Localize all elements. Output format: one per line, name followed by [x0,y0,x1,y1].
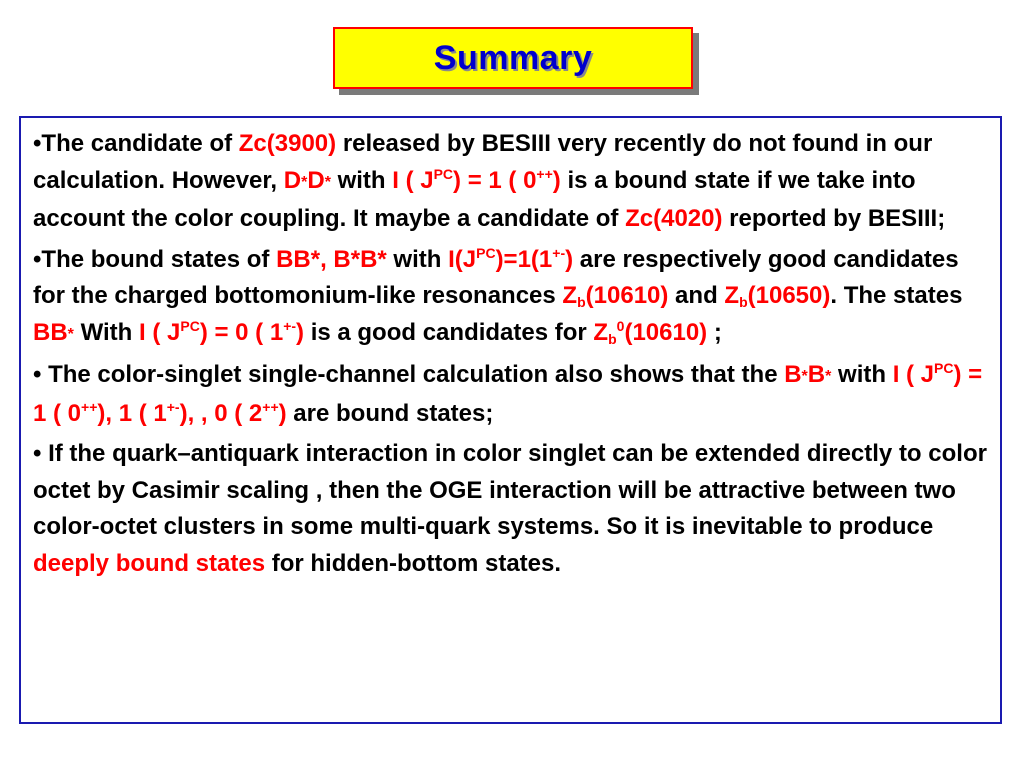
highlight-text: * [825,368,832,385]
bullet-item [33,436,990,582]
body-text: With [73,318,140,346]
highlight-text: ) [296,318,305,346]
body-text: ; [707,318,722,346]
body-text: are bound states; [286,399,494,427]
highlight-text: I ( J [892,361,935,388]
highlight-text: deeply bound states [33,549,266,577]
highlight-text: +- [166,398,180,415]
highlight-text: ), 1 ( 1 [97,399,167,427]
highlight-text: )=1(1 [495,245,553,273]
highlight-text: (10610) [624,318,708,346]
highlight-text: ), , 0 ( 2 [179,399,263,427]
highlight-text: PC [934,360,954,376]
highlight-text: b [608,330,617,347]
body-text: and [668,282,725,309]
highlight-text: BB [33,318,68,346]
highlight-text: BB*, B*B* [276,245,387,273]
highlight-text: +- [283,317,297,334]
highlight-text: * [324,173,331,191]
body-text: with [831,361,893,388]
bullet-marker: • [33,245,42,273]
bullet-marker: • [33,440,49,467]
highlight-text: I(J [448,245,477,273]
highlight-text: ) = 1 ( 0 [33,361,983,427]
highlight-text: B [784,361,802,388]
highlight-text: B [807,361,826,388]
highlight-text: ) = 1 ( 0 [453,166,537,194]
bullet-item [33,357,990,432]
highlight-text: Z [593,318,609,346]
body-text: The bound states of [41,245,277,273]
body-text: If the quark–antiquark interaction in color singlet can be extended directly to color octet by Casimir scaling , then the OGE interaction will be attractive between two color-octet clusters in some multi-quark systems. So it is inevitable to produce [33,440,987,540]
highlight-text: I ( J [392,166,434,194]
bullet-marker: • [33,361,49,388]
content-box [19,116,1002,724]
body-text: The candidate of [41,130,239,157]
highlight-text: ++ [81,398,98,415]
body-text: released by BESIII very recently do not found in our calculation. However, [33,130,933,194]
slide-title: Summary [433,38,593,77]
bullet-item [33,242,990,354]
highlight-text: b [577,294,586,310]
highlight-text: Zc(4020) [625,205,723,232]
body-text: with [330,166,393,194]
body-text: with [386,245,449,273]
body-text: . The states [830,282,963,309]
highlight-text: ) [278,399,287,427]
highlight-text: D [307,166,325,194]
body-text: are respectively good candidates for the charged bottomonium-like resonances [33,245,959,309]
highlight-text: D [283,166,302,194]
body-text: is a bound state if we take into account the color coupling. It maybe a candidate of [33,166,916,232]
highlight-text: (10650) [747,282,831,309]
highlight-text: ) [552,166,561,194]
highlight-text: PC [180,317,200,334]
highlight-text: Zc(3900) [238,130,337,157]
body-text: reported by BESIII; [722,205,946,232]
body-text: is a good candidates for [304,318,594,346]
body-text: for hidden-bottom states. [265,549,562,577]
highlight-text: ) = 0 ( 1 [199,318,284,346]
highlight-text: I ( J [139,318,181,346]
highlight-text: ++ [262,398,279,415]
highlight-text: ) [565,245,574,273]
highlight-text: PC [476,244,496,261]
highlight-text: Z [562,282,578,309]
highlight-text: ++ [536,165,553,182]
title-box [333,27,693,89]
highlight-text: * [301,173,308,191]
bullet-item [33,126,990,238]
highlight-text: (10610) [585,282,669,309]
bullet-marker: • [33,130,42,157]
highlight-text: b [739,294,748,310]
body-text: The color-singlet single-channel calculation also shows that the [48,361,785,388]
highlight-text: Z [724,282,740,309]
highlight-text: * [801,368,808,385]
highlight-text: * [67,325,74,343]
highlight-text: 0 [616,317,625,334]
highlight-text: +- [552,244,566,261]
highlight-text: PC [433,165,454,182]
